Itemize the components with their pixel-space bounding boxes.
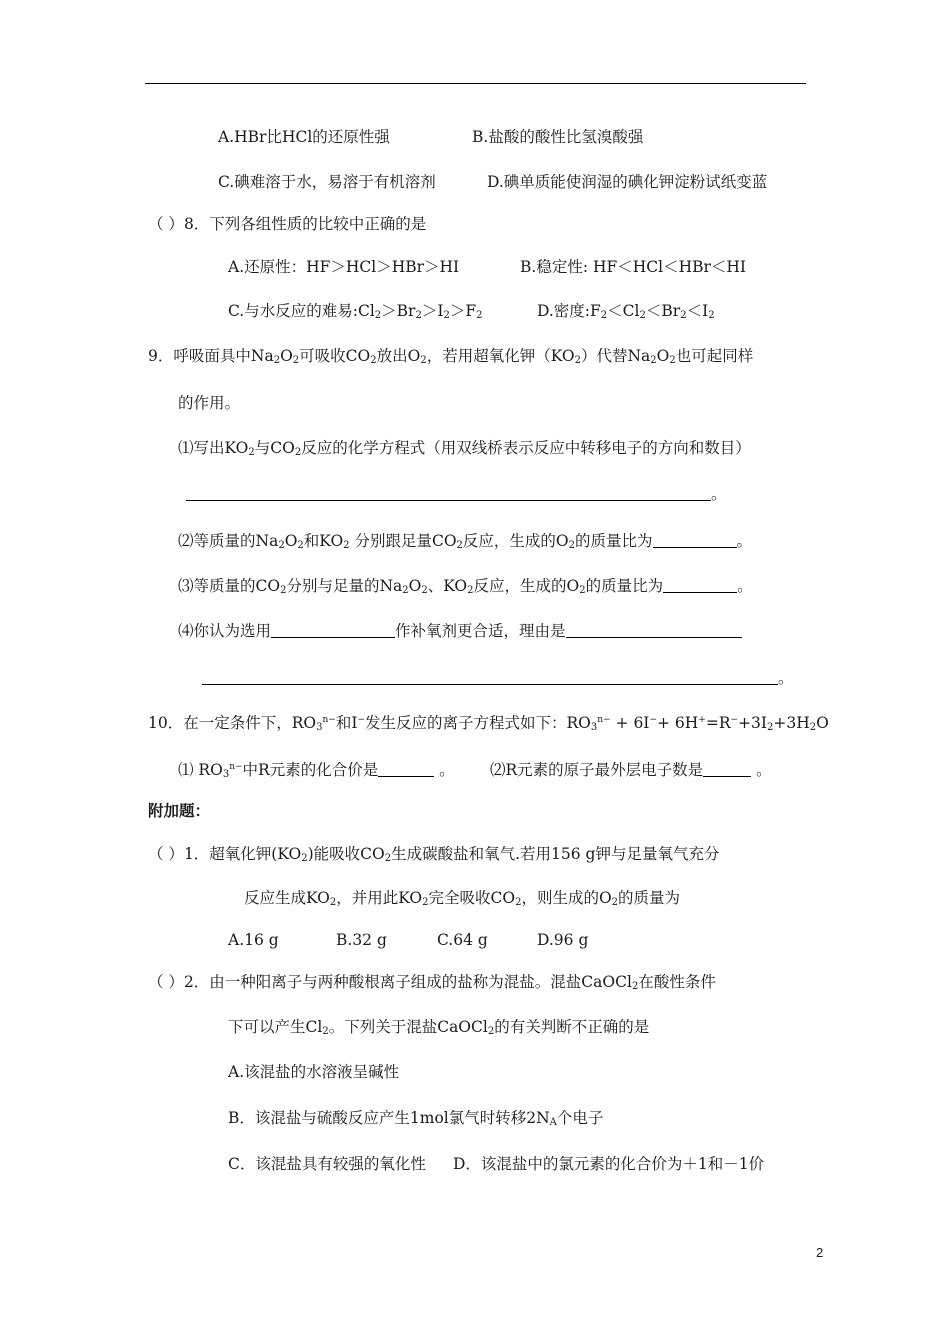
extra-q2-option-c: C．该混盐具有较强的氧化性 — [228, 1155, 426, 1173]
extra-q2-option-b: B．该混盐与硫酸反应产生1mol氯气时转移$2N_A$个电子 — [228, 1109, 604, 1128]
q9-part4: ⑷你认为选用 作补氧剂更合适，理由是 — [178, 620, 742, 642]
answer-blank[interactable] — [566, 622, 742, 638]
answer-paren: （ ） — [148, 973, 184, 991]
answer-blank[interactable] — [663, 577, 737, 593]
extra-q2-stem-line2: 下可以产生$Cl_2$。下列关于混盐CaOCl$_2$的有关判断不正确的是 — [228, 1018, 650, 1037]
answer-blank[interactable] — [202, 669, 778, 685]
extra-q1-stem-line2: 反应生成$KO_2$，并用此$KO_2$完全吸收$CO_2$，则生成的$O_2$的质量为 — [244, 889, 681, 908]
q9-part1-answer-line: 。 — [186, 483, 727, 505]
q10-stem: 10．在一定条件下，$RO_3^{n-}$和I−发生反应的离子方程式如下：$RO_3^{n-} + 6I^-+ 6H^+=R^-+3I_2+3H_2O$ — [148, 714, 829, 733]
q7-option-b: B.盐酸的酸性比氢溴酸强 — [472, 128, 644, 146]
q9-part4-answer-line: 。 — [202, 667, 794, 689]
answer-blank[interactable] — [271, 622, 395, 638]
q8-option-c: C.与水反应的难易$:Cl_2>Br_2>I_2>F_2$ — [228, 302, 483, 321]
q7-option-a: A.HBr比HCl的还原性强 — [218, 128, 390, 146]
q7-option-c: C.碘难溶于水，易溶于有机溶剂 — [218, 173, 436, 191]
q9-part2: ⑵等质量的$Na_2O_2$和$KO_2$ 分别跟足量$CO_2$反应，生成的$O_2$的质量比为 。 — [178, 532, 753, 551]
extra-q2-option-a: A.该混盐的水溶液呈碱性 — [228, 1063, 400, 1081]
q8-option-b: B.稳定性: HF＜HCl＜HBr＜HI — [520, 258, 747, 276]
q8-option-a: A.还原性：HF＞HCl＞HBr＞HI — [228, 258, 460, 276]
extra-q1-option-d: D.96 g — [537, 931, 589, 949]
q9-stem: 9．呼吸面具中$Na_2O_2$可吸收$CO_2$放出$O_2$，若用超氧化钾$(KO_2)$代替$Na_2O_2$也可起同样 — [148, 347, 754, 366]
extra-heading: 附加题： — [148, 801, 211, 820]
answer-paren: （ ） — [148, 845, 184, 863]
answer-blank[interactable] — [378, 761, 434, 777]
extra-q1-option-a: A.16 g — [228, 931, 279, 949]
q10-part2: ⑵R元素的原子最外层电子数是 。 — [490, 761, 772, 779]
answer-blank[interactable] — [653, 532, 737, 548]
q7-option-d: D.碘单质能使润湿的碘化钾淀粉试纸变蓝 — [487, 173, 768, 191]
header-rule — [145, 83, 806, 84]
q8-option-d: D.密度$:F_2<Cl_2<Br_2<I_2$ — [537, 302, 715, 321]
q9-stem-line2: 的作用。 — [178, 394, 241, 412]
extra-q2-option-d: D．该混盐中的氯元素的化合价为＋1和－1价 — [453, 1155, 765, 1173]
q8-stem: （ ）8．下列各组性质的比较中正确的是 — [148, 215, 427, 233]
answer-paren: （ ） — [148, 215, 184, 233]
q9-part3: ⑶等质量的$CO_2$分别与足量的$Na_2O_2$、$KO_2$反应，生成的$O_2$的质量比为 。 — [178, 577, 753, 596]
answer-blank[interactable] — [186, 485, 711, 501]
extra-q2-stem: （ ）2．由一种阳离子与两种酸根离子组成的盐称为混盐。混盐CaOCl$_2$在酸性条件 — [148, 973, 716, 992]
page-number: 2 — [816, 1245, 824, 1260]
extra-q1-option-c: C.64 g — [437, 931, 488, 949]
extra-q1-stem: （ ）1．超氧化钾$(KO_2)$能吸收$CO_2$生成碳酸盐和氧气.若用156 g钾与足量氧气充分 — [148, 845, 720, 864]
answer-blank[interactable] — [703, 761, 751, 777]
q10-part1: ⑴ $RO_3^{n-}$中R元素的化合价是 。 — [178, 761, 455, 780]
q9-part1: ⑴写出$KO_2$与$CO_2$反应的化学方程式（用双线桥表示反应中转移电子的方向和数目） — [178, 439, 751, 458]
extra-q1-option-b: B.32 g — [336, 931, 387, 949]
